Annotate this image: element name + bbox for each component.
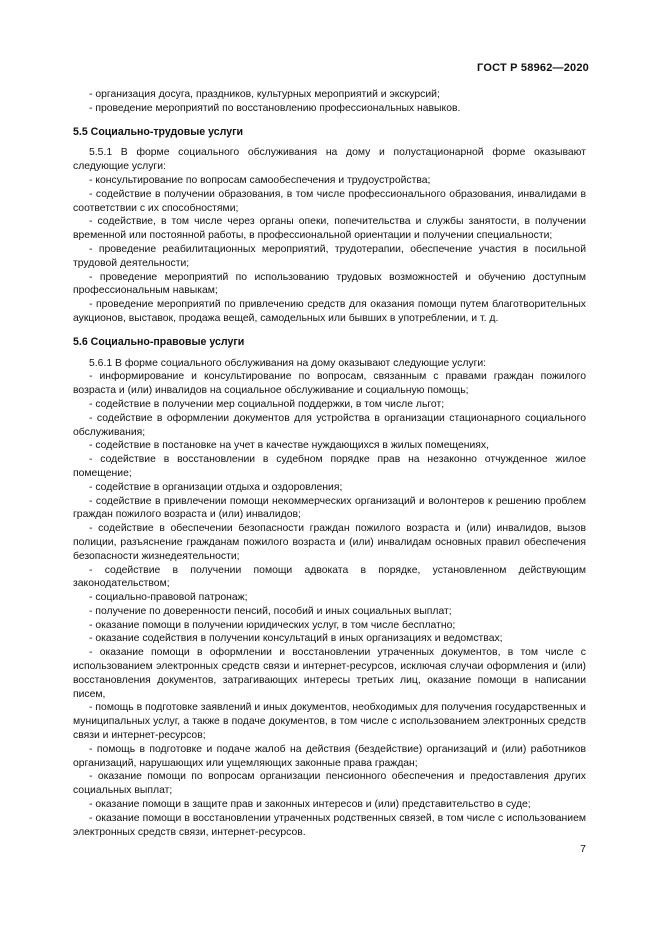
list-item: - получение по доверенности пенсий, пособий и иных социальных выплат; xyxy=(89,605,452,617)
section-5-6-title: 5.6 Социально-правовые услуги xyxy=(73,335,245,348)
list-item: - проведение мероприятий по использованию трудовых возможностей и обучению доступным профессиональным навыкам; xyxy=(73,271,586,297)
list-item: - информирование и консультирование по вопросам, связанным с правами граждан пожилого возраста и (или) инвалидов на социальное обслуживание и социальную помощь; xyxy=(73,371,586,397)
list-item: - помощь в подготовке и подаче жалоб на действия (бездействие) организаций и (или) работников организаций, нарушающих или ущемляющих законные права граждан; xyxy=(73,743,586,769)
list-item: - содействие в восстановлении в судебном порядке прав на незаконно отчужденное жилое помещение; xyxy=(73,454,586,479)
list-item: - проведение реабилитационных мероприятий, трудотерапии, обеспечение участия в посильной трудовой деятельности; xyxy=(73,243,586,269)
list-item: - содействие в получении образования, в том числе профессионального образования, инвалидами в соответствии с их способностями; xyxy=(73,188,586,214)
list-item: - содействие в постановке на учет в качестве нуждающихся в жилых помещениях, xyxy=(89,440,489,452)
page-number: 7 xyxy=(580,843,586,855)
list-item: - содействие, в том числе через органы опеки, попечительства и службы занятости, в получении временной или постоянной работы, в профессиональной ориентации и получении специальности; xyxy=(73,216,586,242)
list-item: - оказание помощи в оформлении и восстановлении утраченных документов, в том числе с использованием электронных средств связи и интернет-ресурсов, исключая случаи оформления и (или) восстановления документов, затрагивающих интересы третьих лиц, оказание помощи в написании писем, xyxy=(73,647,586,700)
list-item: - содействие в получении мер социальной поддержки, в том числе льгот; xyxy=(89,398,445,410)
list-item: - оказание помощи по вопросам организации пенсионного обеспечения и предоставления других социальных выплат; xyxy=(73,771,586,797)
document-code: ГОСТ Р 58962—2020 xyxy=(477,62,589,74)
section-5-6 xyxy=(73,357,586,840)
intro-list xyxy=(73,88,586,116)
list-item: - содействие в оформлении документов для устройства в организации стационарного социального обслуживания; xyxy=(73,412,586,438)
list-item: - консультирование по вопросам самообеспечения и трудоустройства; xyxy=(89,174,431,186)
section-5-5-lead: 5.5.1 В форме социального обслуживания на дому и полустационарной форме оказывают следующие услуги: xyxy=(73,147,586,173)
list-item: - проведение мероприятий по восстановлению профессиональных навыков. xyxy=(89,102,461,114)
list-item: - содействие в получении помощи адвоката в порядке, установленном действующим законодательством; xyxy=(73,564,586,590)
list-item: - оказание содействия в получении консультаций в иных организациях и ведомствах; xyxy=(89,633,503,645)
list-item: - содействие в обеспечении безопасности граждан пожилого возраста и (или) инвалидов, вызов полиции, разъяснение гражданам пожилого возраста и (или) инвалидам основных правил обеспечения безопасности жизнедеятельности; xyxy=(73,523,586,562)
section-5-5 xyxy=(73,146,586,325)
list-item: - оказание помощи в получении юридических услуг, в том числе бесплатно; xyxy=(89,619,456,631)
list-item: - помощь в подготовке заявлений и иных документов, необходимых для получения государственных и муниципальных услуг, а также в подаче документов, в том числе с использованием электронных средств связи и интернет-ресурсов; xyxy=(73,702,586,742)
list-item: - оказание помощи в защите прав и законных интересов и (или) представительство в суде; xyxy=(89,799,531,811)
list-item: - проведение мероприятий по привлечению средств для оказания помощи путем благотворительных аукционов, выставок, продажа вещей, самодельных или бывших в употреблении, и т. д. xyxy=(73,299,586,324)
section-5-6-lead: 5.6.1 В форме социального обслуживания на дому оказывают следующие услуги: xyxy=(89,357,487,369)
list-item: - содействие в организации отдыха и оздоровления; xyxy=(89,481,343,493)
list-item: - оказание помощи в восстановлении утраченных родственных связей, в том числе с использованием электронных средств связи, интернет-ресурсов. xyxy=(73,812,586,838)
page-content xyxy=(73,88,586,839)
list-item: - содействие в привлечении помощи некоммерческих организаций и волонтеров к решению проблем граждан пожилого возраста и (или) инвалидов; xyxy=(73,495,586,521)
section-5-5-title: 5.5 Социально-трудовые услуги xyxy=(73,125,244,138)
list-item: - социально-правовой патронаж; xyxy=(89,592,248,604)
list-item: - организация досуга, праздников, культурных мероприятий и экскурсий; xyxy=(89,89,440,100)
